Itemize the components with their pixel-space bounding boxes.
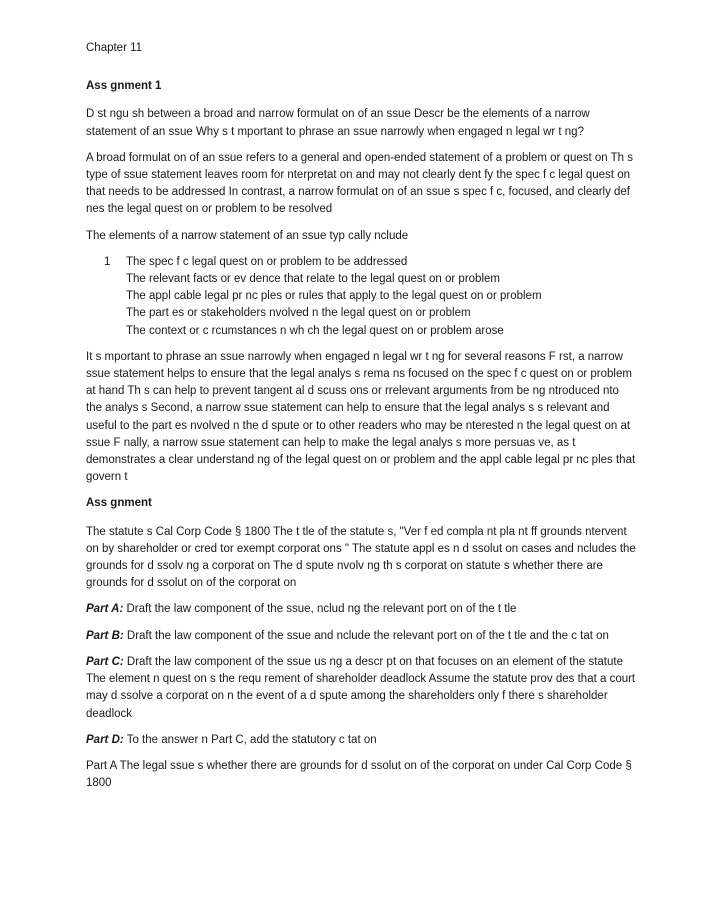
part-b-label: Part B: [86, 629, 124, 642]
part-a-paragraph [86, 601, 636, 618]
part-c-paragraph [86, 654, 636, 723]
chapter-title: Chapter 11 [86, 42, 143, 54]
elements-intro-paragraph: The elements of a narrow statement of an ssue typ cally nclude [86, 229, 409, 242]
list-item-number: 1 [104, 255, 111, 268]
list-item-text: The spec f c legal quest on or problem to be addressed [126, 255, 408, 268]
broad-vs-narrow-paragraph: A broad formulat on of an ssue refers to a general and open-ended statement of a problem or quest on Th s type of ssue statement leaves room for nterpretat on and may not clearly dent fy the spec f c legal quest on that needs to be addressed In contrast, a narrow formulat on of an ssue s spec f c, focused, and clearly def nes the legal quest on or problem to be resolved [86, 151, 634, 216]
part-b-text: Draft the law component of the ssue and nclude the relevant port on of the t tle and the c tat on [123, 629, 609, 642]
part-b-paragraph [86, 628, 636, 645]
list-item-text: The relevant facts or ev dence that relate to the legal quest on or problem [126, 273, 500, 286]
part-c-label: Part C: [86, 655, 124, 668]
assignment-1-heading: Ass gnment 1 [86, 80, 162, 93]
assignment-1-prompt: D st ngu sh between a broad and narrow formulat on of an ssue Descr be the elements of a narrow statement of an ssue Why s t mportant to phrase an ssue narrowly when engaged n legal wr t ng? [86, 108, 590, 138]
importance-paragraph: It s mportant to phrase an ssue narrowly when engaged n legal wr t ng for several reasons F rst, a narrow ssue statement helps to ensure that the legal analys s rema ns focused on the spec f c quest on or problem at hand Th s can help to prevent tangent al d scuss ons or rrelevant arguments from be ng ntroduced nto the analys s Second, a narrow ssue statement can help to ensure that the legal analys s s relevant and useful to the part es nvolved n the d spute or to other readers who may be nterested n the legal quest on at ssue F nally, a narrow ssue statement can help to make the legal analys s more persuas ve, as t demonstrates a clear understand ng of the legal quest on or problem and the appl cable legal pr nc ples that govern t [86, 350, 636, 484]
part-a-text: Draft the law component of the ssue, nclud ng the relevant port on of the t tle [123, 603, 517, 616]
list-item-text: The appl cable legal pr nc ples or rules that apply to the legal quest on or problem [126, 290, 542, 303]
part-d-label: Part D: [86, 733, 124, 746]
list-item-text: The context or c rcumstances n wh ch the legal quest on or problem arose [126, 324, 504, 337]
list-item [86, 323, 636, 340]
part-d-text: To the answer n Part C, add the statutory c tat on [123, 733, 377, 746]
assignment-2-heading: Ass gnment [86, 497, 152, 510]
list-item [86, 271, 636, 288]
list-item [86, 254, 636, 271]
elements-list [86, 254, 636, 340]
part-a-answer-paragraph: Part A The legal ssue s whether there are grounds for d ssolut on of the corporat on under Cal Corp Code § 1800 [86, 759, 632, 790]
part-a-label: Part A: [86, 603, 124, 616]
part-d-paragraph [86, 732, 636, 749]
list-item [86, 288, 636, 305]
part-c-text: Draft the law component of the ssue us ng a descr pt on that focuses on an element of the statute The element n quest on s the requ rement of shareholder deadlock Assume the statute prov des that a court may d ssolve a corporat on n the event of a d spute among the shareholders only f there s shareholder deadlock [86, 655, 636, 720]
list-item [86, 305, 636, 322]
list-item-text: The part es or stakeholders nvolved n the legal quest on or problem [126, 307, 471, 320]
statute-paragraph: The statute s Cal Corp Code § 1800 The t tle of the statute s, "Ver f ed compla nt pla nt ff grounds ntervent on by shareholder or cred tor exempt corporat ons " The statute appl es n d ssolut on cases and ncludes the grounds for d ssolv ng a corporat on The d spute nvolv ng th s corporat on statute s whether there are grounds for d ssolut on of the corporat on [86, 525, 636, 590]
